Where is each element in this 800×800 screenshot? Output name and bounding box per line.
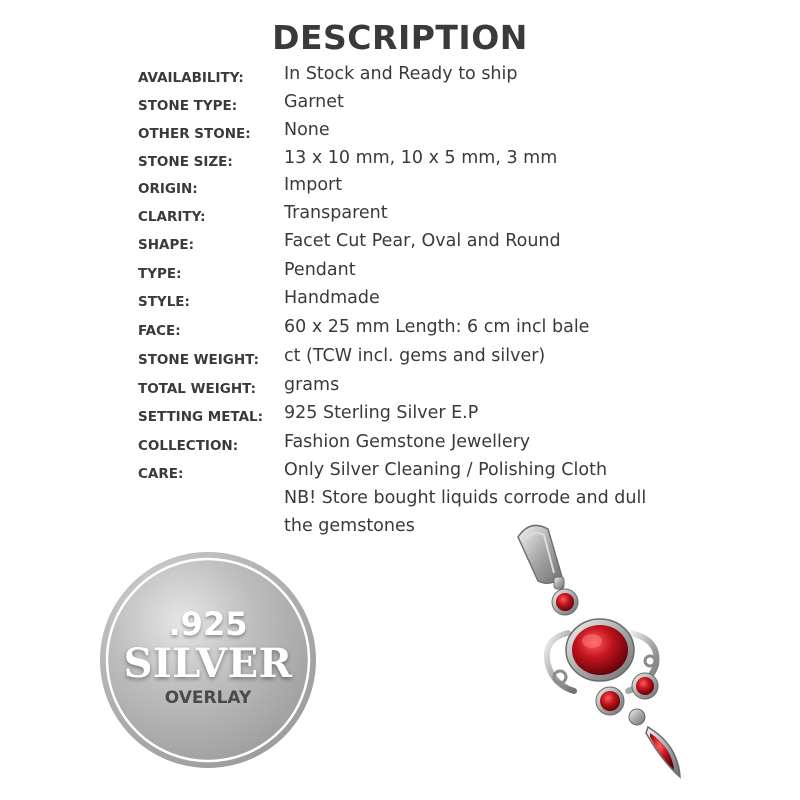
spec-label: STONE SIZE: — [138, 154, 233, 170]
spec-value: 60 x 25 mm Length: 6 cm incl bale — [284, 317, 590, 337]
spec-value: Fashion Gemstone Jewellery — [284, 432, 531, 452]
spec-row-stone-size — [0, 148, 800, 176]
spec-label: TOTAL WEIGHT: — [138, 381, 256, 397]
spec-row-type — [0, 260, 800, 288]
spec-row-style — [0, 288, 800, 316]
garnet-pendant-image — [490, 515, 710, 800]
spec-label: SETTING METAL: — [138, 409, 264, 425]
spec-value: In Stock and Ready to ship — [284, 64, 518, 84]
spec-value: grams — [284, 375, 340, 395]
spec-row-origin — [0, 175, 800, 203]
silver-overlay-badge — [96, 548, 320, 772]
spec-value: 13 x 10 mm, 10 x 5 mm, 3 mm — [284, 148, 558, 168]
care-note-line: the gemstones — [284, 516, 415, 536]
spec-value: 925 Sterling Silver E.P — [284, 403, 479, 423]
page-title: DESCRIPTION — [272, 18, 528, 57]
spec-value: Handmade — [284, 288, 380, 308]
spec-value: Facet Cut Pear, Oval and Round — [284, 231, 561, 251]
spec-label: STONE TYPE: — [138, 98, 238, 114]
spec-value: Transparent — [284, 203, 388, 223]
spec-label: SHAPE: — [138, 237, 194, 253]
spec-value: None — [284, 120, 330, 140]
spec-row-stone-type — [0, 92, 800, 120]
spec-label: CARE: — [138, 466, 184, 482]
spec-row-setting-metal — [0, 403, 800, 431]
spec-row-clarity — [0, 203, 800, 231]
spec-row-stone-weight — [0, 346, 800, 374]
spec-value: Garnet — [284, 92, 344, 112]
badge-metal: SILVER — [123, 640, 293, 687]
spec-label: COLLECTION: — [138, 438, 239, 454]
spec-value: Import — [284, 175, 343, 195]
spec-label: CLARITY: — [138, 209, 206, 225]
spec-row-total-weight — [0, 375, 800, 403]
spec-label: TYPE: — [138, 266, 182, 282]
spec-value: Pendant — [284, 260, 356, 280]
badge-subtitle: OVERLAY — [164, 688, 252, 708]
spec-value: Only Silver Cleaning / Polishing Cloth — [284, 460, 608, 480]
spec-row-care — [0, 460, 800, 488]
badge-number: .925 — [168, 605, 248, 643]
spec-label: STYLE: — [138, 294, 190, 310]
care-note-line: NB! Store bought liquids corrode and dull — [284, 488, 647, 508]
spec-label: STONE WEIGHT: — [138, 352, 260, 368]
spec-value: ct (TCW incl. gems and silver) — [284, 346, 546, 366]
spec-row-face — [0, 317, 800, 345]
spec-row-other-stone — [0, 120, 800, 148]
spec-row-collection — [0, 432, 800, 460]
spec-label: FACE: — [138, 323, 181, 339]
spec-row-shape — [0, 231, 800, 259]
spec-label: OTHER STONE: — [138, 126, 251, 142]
spec-row-availability — [0, 64, 800, 92]
spec-label: AVAILABILITY: — [138, 70, 244, 86]
spec-label: ORIGIN: — [138, 181, 198, 197]
